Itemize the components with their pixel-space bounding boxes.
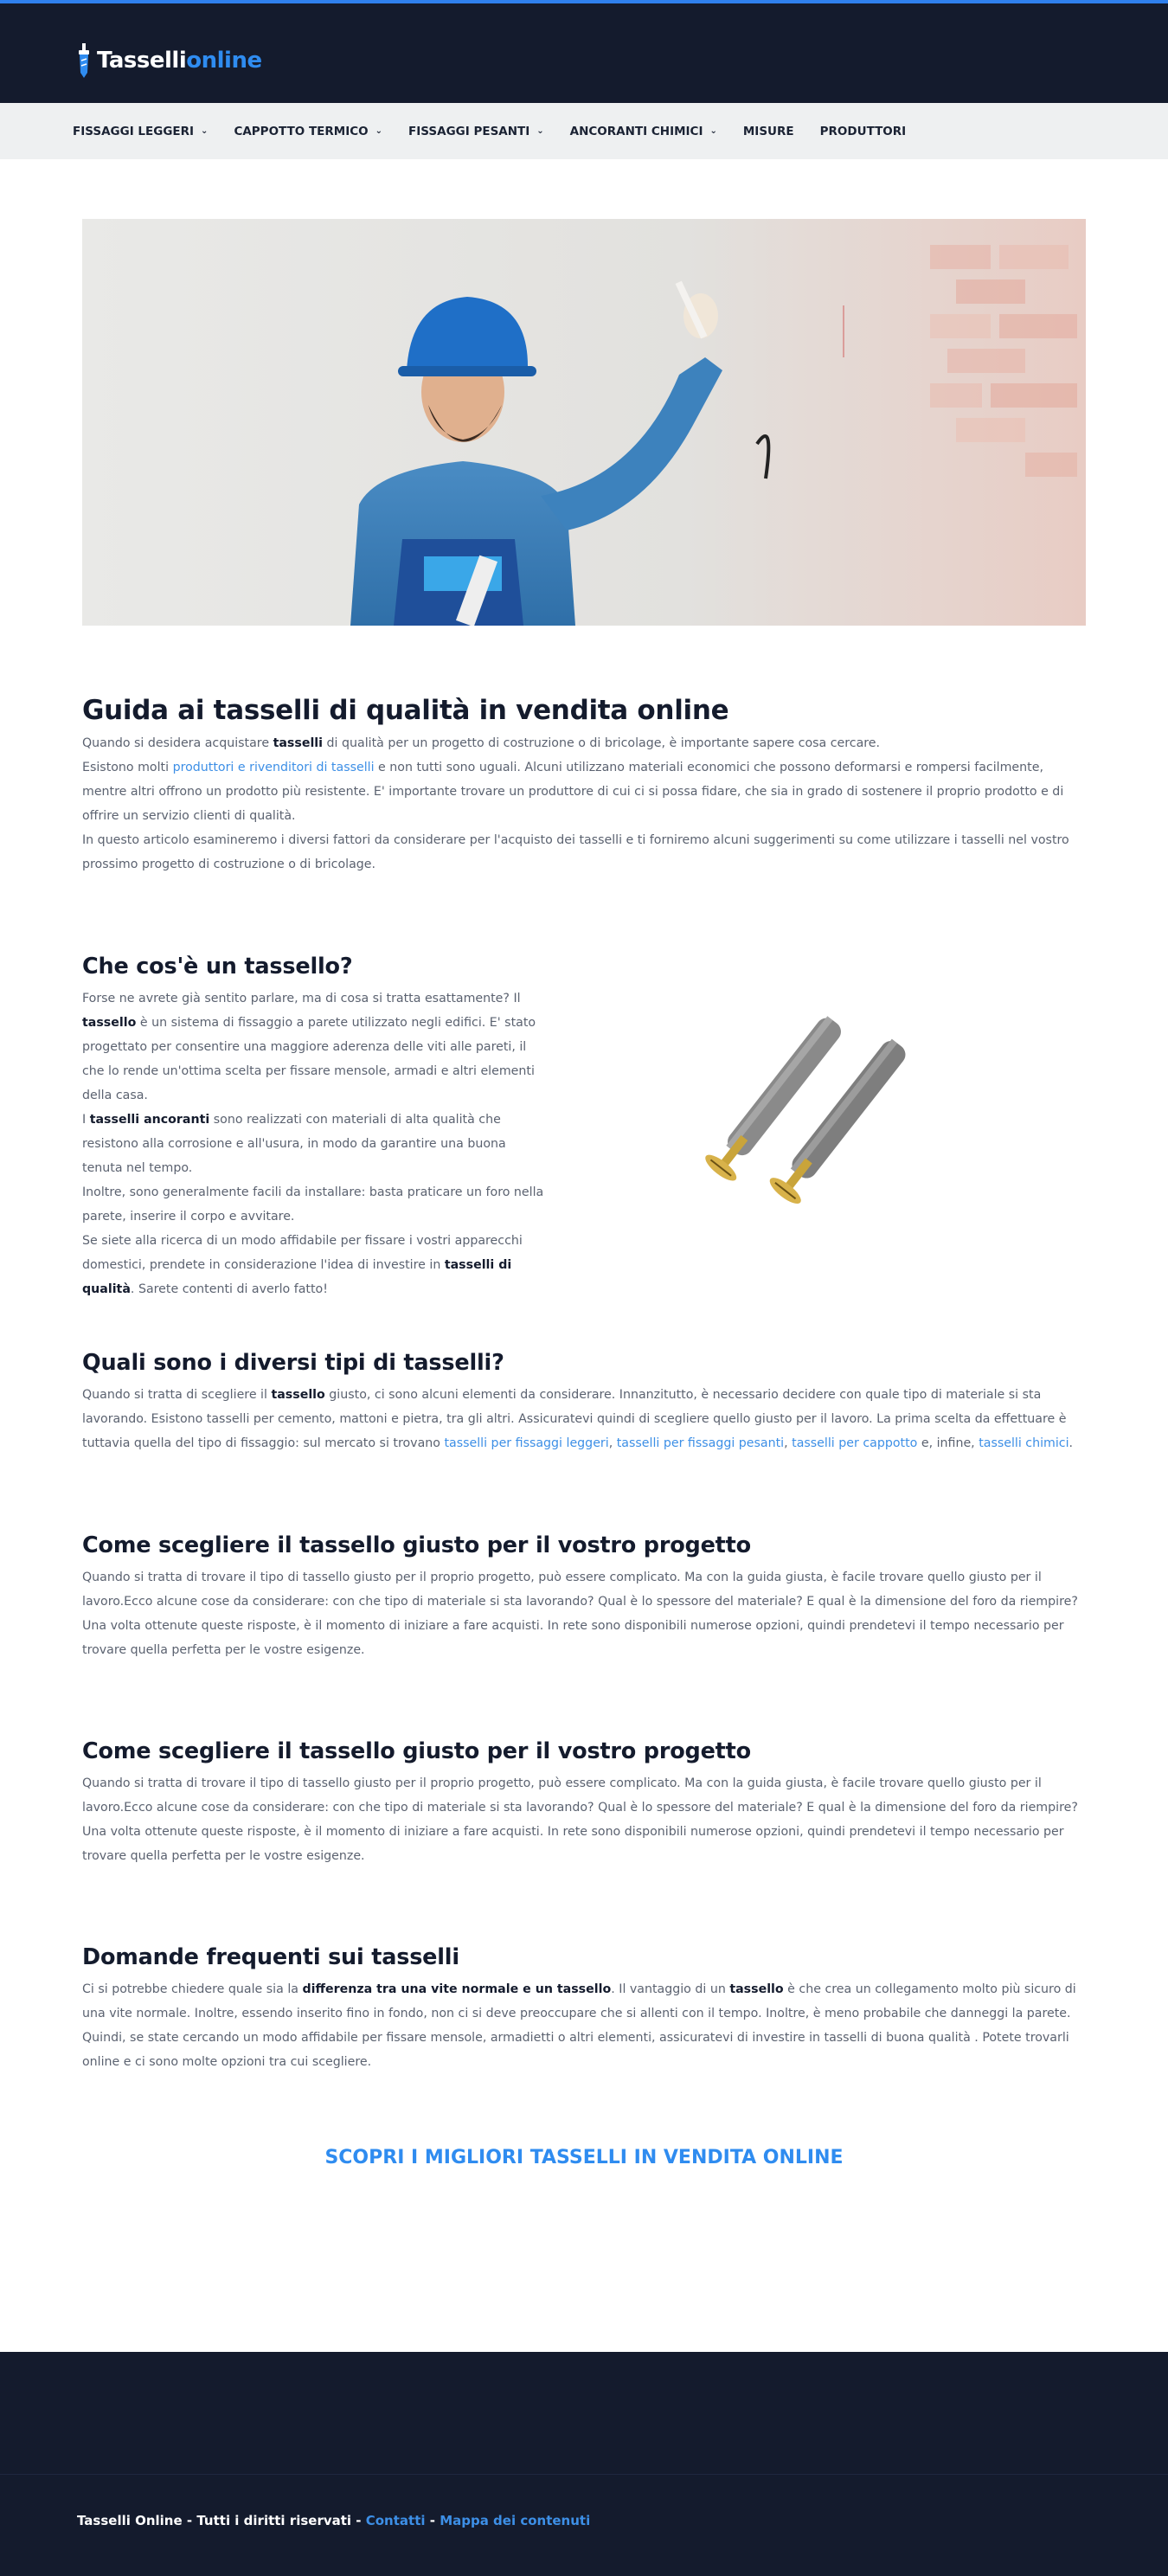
nav-item-ancoranti-chimici[interactable]: ANCORANTI CHIMICI ⌄ (569, 124, 717, 138)
choose-title-2: Come scegliere il tassello giusto per il vostro progetto (82, 1738, 751, 1764)
types-paragraph: Quando si tratta di scegliere il tassello giusto, ci sono alcuni elementi da considerare. Innanzitutto, è necessario decidere con quale tipo di materiale si sta lavorando. Esistono tasselli per cemento, mattoni e pietra, tra gli altri. Assicuratevi quindi di scegliere quello giusto per il lavoro. La prima scelta da effettuare è tuttavia quella del tipo di fissaggio: sul mercato si trovano tasselli per fissaggi leggeri, tasselli per fissaggi pesanti, tasselli per cappotto e, infine, tasselli chimici. (82, 1388, 1074, 1450)
nav-item-cappotto-termico[interactable]: CAPPOTTO TERMICO ⌄ (234, 124, 383, 138)
site-header (0, 0, 1168, 103)
types-section (82, 1350, 1086, 1455)
wall-plug-screws-image (671, 997, 930, 1256)
cta-best-plugs-link[interactable]: SCOPRI I MIGLIORI TASSELLI IN VENDITA ONLINE (324, 2147, 844, 2168)
types-title: Quali sono i diversi tipi di tasselli? (82, 1350, 504, 1376)
what-is-paragraph-1: Forse ne avrete già sentito parlare, ma di cosa si tratta esattamente? Il tassello è un sistema di fissaggio a parete utilizzato negli edifici. E' stato progettato per consentire una maggiore aderenza delle viti alle pareti, il che lo rende un'ottima scelta per fissare mensole, armadi e altri elementi della casa. (82, 992, 536, 1102)
what-is-paragraph-2: I tasselli ancoranti sono realizzati con materiali di alta qualità che resistono alla corrosione e all'usura, in modo da garantire una buona tenuta nel tempo. (82, 1113, 506, 1175)
chevron-down-icon: ⌄ (375, 126, 383, 136)
footer-divider (0, 2474, 1168, 2475)
intro-paragraph-3: In questo articolo esamineremo i diversi fattori da considerare per l'acquisto dei tasselli e ti forniremo alcuni suggerimenti su come utilizzare i tasselli nel vostro prossimo progetto di costruzione o di bricolage. (82, 833, 1069, 871)
chevron-down-icon: ⌄ (536, 126, 544, 136)
what-is-title: Che cos'è un tassello? (82, 954, 353, 980)
site-footer (0, 2352, 1168, 2576)
choose-paragraph-1: Quando si tratta di trovare il tipo di tassello giusto per il proprio progetto, può essere complicato. Ma con la guida giusta, è facile trovare quello giusto per il lavoro.Ecco alcune cose da considerare: con che tipo di materiale si sta lavorando? Qual è lo spessore del materiale? E qual è la dimensione del foro da riempire?Una volta ottenute queste risposte, è il momento di iniziare a fare acquisti. In rete sono disponibili numerose opzioni, quindi prendetevi il tempo necessario per trovare quella perfetta per le vostre esigenze. (82, 1571, 1078, 1657)
choose-section-1 (82, 1532, 1086, 1662)
light-fixings-link[interactable]: tasselli per fissaggi leggeri (444, 1436, 609, 1450)
heavy-fixings-link[interactable]: tasselli per fissaggi pesanti (616, 1436, 785, 1450)
chemical-anchors-link[interactable]: tasselli chimici (979, 1436, 1069, 1450)
producers-link[interactable]: produttori e rivenditori di tasselli (172, 761, 375, 774)
logo-text: Tassellionline (97, 48, 262, 74)
what-is-paragraph-4: Se siete alla ricerca di un modo affidabile per fissare i vostri apparecchi domestici, prendete in considerazione l'idea di investire in tasselli di qualità. Sarete contenti di averlo fatto! (82, 1234, 523, 1296)
main-navigation (0, 103, 1168, 159)
what-is-section (82, 954, 1086, 1301)
nav-item-misure[interactable]: MISURE (742, 124, 794, 138)
chevron-down-icon: ⌄ (201, 126, 209, 136)
choose-title-1: Come scegliere il tassello giusto per il vostro progetto (82, 1532, 751, 1558)
thermal-coat-link[interactable]: tasselli per cappotto (792, 1436, 918, 1450)
faq-title: Domande frequenti sui tasselli (82, 1944, 459, 1970)
nav-item-fissaggi-pesanti[interactable]: FISSAGGI PESANTI ⌄ (408, 124, 544, 138)
nav-item-fissaggi-leggeri[interactable]: FISSAGGI LEGGERI ⌄ (73, 124, 209, 138)
anchor-logo-icon (76, 43, 92, 78)
faq-paragraph: Ci si potrebbe chiedere quale sia la differenza tra una vite normale e un tassello. Il vantaggio di un tassello è che crea un collegamento molto più sicuro di una vite normale. Inoltre, essendo inserito fino in fondo, non ci si deve preoccupare che si allenti con il tempo. Inoltre, è meno probabile che danneggi la parete. Quindi, se state cercando un modo affidabile per fissare mensole, armadietti o altri elementi, assicuratevi di investire in tasselli di buona qualità . Potete trovarli online e ci sono molte opzioni tra cui scegliere. (82, 1982, 1076, 2069)
footer-credits: Tasselli Online - Tutti i diritti riservati - Contatti - Mappa dei contenuti (77, 2513, 591, 2528)
chevron-down-icon: ⌄ (709, 126, 717, 136)
choose-paragraph-2: Quando si tratta di trovare il tipo di tassello giusto per il proprio progetto, può essere complicato. Ma con la guida giusta, è facile trovare quello giusto per il lavoro.Ecco alcune cose da considerare: con che tipo di materiale si sta lavorando? Qual è lo spessore del materiale? E qual è la dimensione del foro da riempire?Una volta ottenute queste risposte, è il momento di iniziare a fare acquisti. In rete sono disponibili numerose opzioni, quindi prendetevi il tempo necessario per trovare quella perfetta per le vostre esigenze. (82, 1776, 1078, 1863)
nav-list (73, 103, 932, 159)
footer-sitemap-link[interactable]: Mappa dei contenuti (440, 2513, 591, 2528)
what-is-paragraph-3: Inoltre, sono generalmente facili da installare: basta praticare un foro nella parete, inserire il corpo e avvitare. (82, 1185, 544, 1224)
intro-section (82, 695, 1086, 877)
faq-section (82, 1944, 1086, 2074)
nav-item-produttori[interactable]: PRODUTTORI (819, 124, 907, 138)
what-is-text-column (82, 986, 545, 1301)
page-title: Guida ai tasselli di qualità in vendita online (82, 695, 729, 726)
footer-contacts-link[interactable]: Contatti (365, 2513, 426, 2528)
intro-paragraph-2: Esistono molti produttori e rivenditori di tasselli e non tutti sono uguali. Alcuni utilizzano materiali economici che possono deformarsi e rompersi facilmente, mentre altri offrono un prodotto più resistente. E' importante trovare un produttore di cui ci si possa fidare, che sia in grado di sostenere il proprio prodotto e di offrire un servizio clienti di qualità. (82, 761, 1064, 823)
worker-drilling-illustration (82, 219, 1086, 626)
choose-section-2 (82, 1738, 1086, 1868)
hero-image-worker (82, 219, 1086, 626)
site-logo[interactable] (76, 43, 262, 78)
intro-paragraph-1: Quando si desidera acquistare tasselli di qualità per un progetto di costruzione o di bricolage, è importante sapere cosa cercare. (82, 736, 881, 750)
